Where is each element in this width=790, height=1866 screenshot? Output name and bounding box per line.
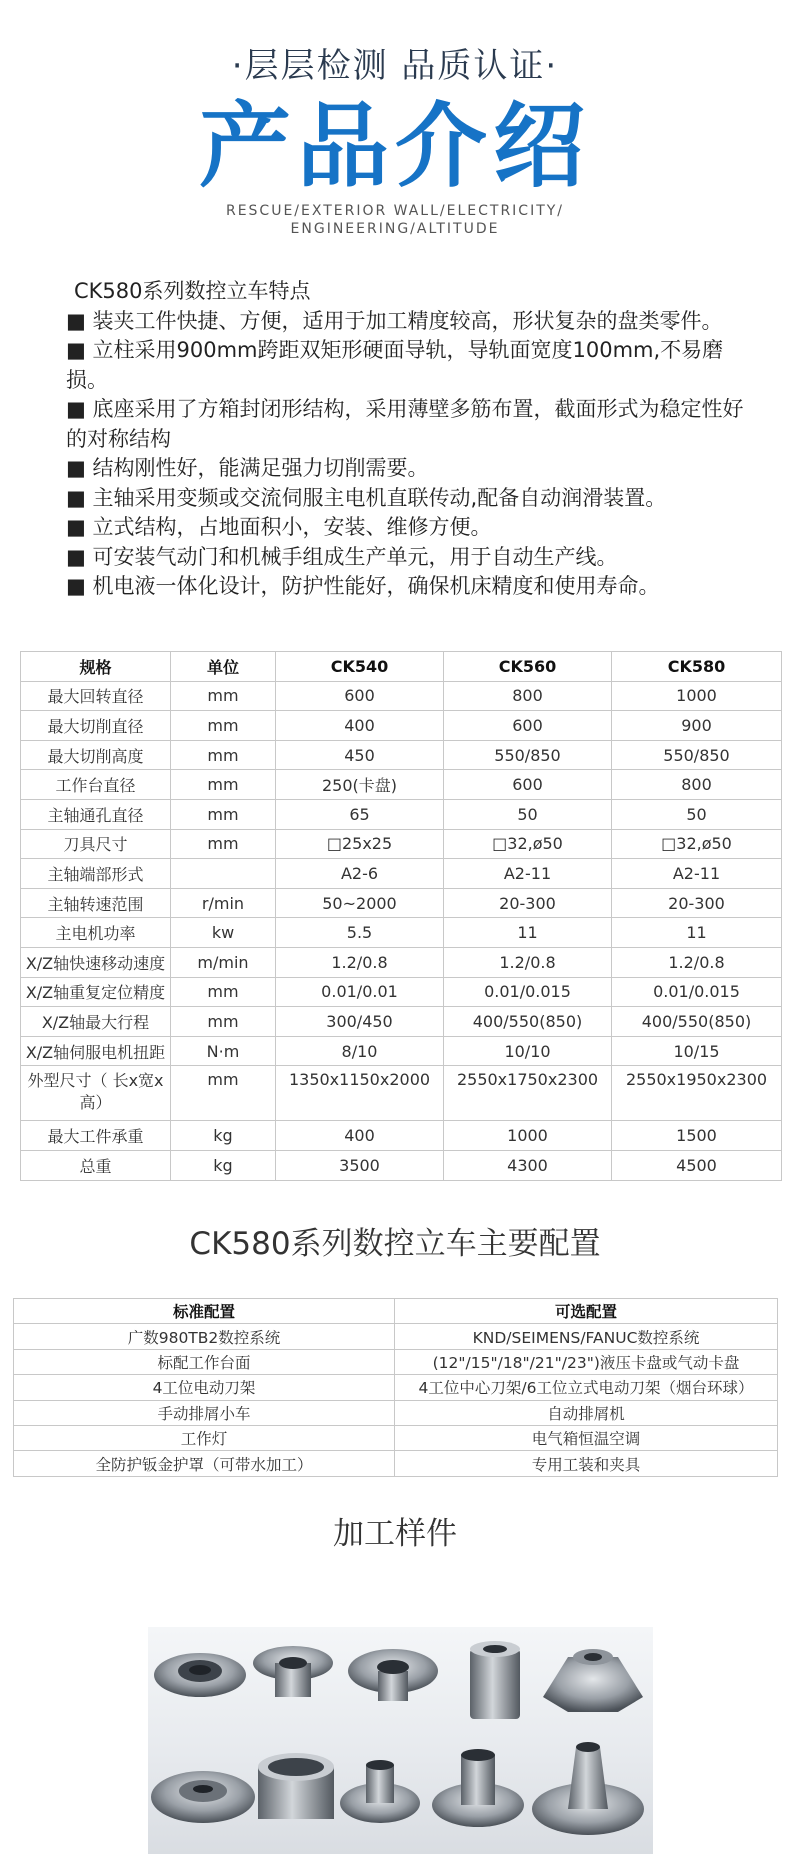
spec-cell: 50 [612,799,782,829]
spec-row-label: X/Z轴快速移动速度 [21,947,171,977]
config-standard-cell: 广数980TB2数控系统 [14,1324,395,1349]
spec-cell: 550/850 [444,740,612,770]
spec-cell: 4500 [612,1150,782,1180]
spec-row-label: 最大切削直径 [21,711,171,741]
spec-cell: 50 [444,799,612,829]
spec-cell: 400/550(850) [612,1007,782,1037]
feature-item: ■ 机电液一体化设计，防护性能好，确保机床精度和使用寿命。 [66,574,660,598]
spec-cell: A2-11 [444,859,612,889]
part-flange-2 [532,1742,644,1835]
spec-row [21,977,782,1007]
spec-cell: 10/15 [612,1036,782,1066]
spec-row-label: 工作台直径 [21,770,171,800]
spec-row [21,1007,782,1037]
config-optional-cell: 自动排屑机 [395,1400,778,1425]
spec-row [21,1121,782,1151]
spec-cell: 450 [276,740,444,770]
spec-cell: kg [171,1150,276,1180]
spec-row [21,918,782,948]
part-flange-1 [154,1653,246,1697]
feature-item: ■ 可安装气动门和机械手组成生产单元，用于自动生产线。 [66,544,618,569]
spec-row [21,1036,782,1066]
spec-cell: 800 [612,770,782,800]
config-row [14,1349,778,1374]
spec-cell: 800 [444,681,612,711]
spec-row-label: 总重 [21,1150,171,1180]
part-cylinder [470,1641,520,1719]
spec-cell: 1.2/0.8 [276,947,444,977]
spec-cell: 600 [444,770,612,800]
spec-header-cell: 规格 [21,652,171,682]
part-drum [258,1753,334,1819]
spec-cell: □32,ø50 [444,829,612,859]
spec-table [20,651,782,1181]
spec-cell: 2550x1750x2300 [444,1066,612,1121]
spec-cell: A2-11 [612,859,782,889]
spec-row-label: X/Z轴伺服电机扭距 [21,1036,171,1066]
spec-row-label: X/Z轴重复定位精度 [21,977,171,1007]
config-optional-cell: 专用工装和夹具 [395,1451,778,1476]
spec-cell: 300/450 [276,1007,444,1037]
feature-item: ■ 主轴采用变频或交流伺服主电机直联传动,配备自动润滑装置。 [66,485,667,510]
config-header-row [14,1299,778,1324]
spec-cell: 1500 [612,1121,782,1151]
spec-cell: 250(卡盘) [276,770,444,800]
tagline: ·层层检测 品质认证· [231,46,559,86]
spec-cell: mm [171,681,276,711]
samples-title: 加工样件 [333,1516,457,1552]
feature-item: ■ 立式结构，占地面积小，安装、维修方便。 [66,515,492,539]
spec-row-label: 刀具尺寸 [21,829,171,859]
spec-cell: 550/850 [612,740,782,770]
config-standard-cell: 标配工作台面 [14,1349,395,1374]
config-standard-cell: 全防护钣金护罩（可带水加工） [14,1451,395,1476]
spec-row [21,711,782,741]
spec-cell: 1000 [444,1121,612,1151]
spec-cell: 20-300 [444,888,612,918]
spec-cell: 1000 [612,681,782,711]
spec-row-label: 主轴端部形式 [21,859,171,889]
spec-cell: kw [171,918,276,948]
features-title: CK580系列数控立车特点 [74,279,311,303]
spec-cell: 600 [444,711,612,741]
part-bracket [543,1649,643,1712]
page-title: 产品介绍 [198,93,591,200]
sample-parts-illustration [148,1627,653,1854]
spec-cell: 11 [444,918,612,948]
config-row [14,1375,778,1400]
feature-item: ■ 结构刚性好，能满足强力切削需要。 [66,456,429,480]
spec-cell: 1.2/0.8 [444,947,612,977]
spec-cell: mm [171,711,276,741]
spec-cell: 600 [276,681,444,711]
spec-row [21,770,782,800]
spec-cell: 5.5 [276,918,444,948]
config-header-cell: 可选配置 [395,1299,778,1324]
spec-row [21,859,782,889]
part-brake-disc [151,1771,255,1823]
part-hub-2 [348,1649,438,1701]
spec-row [21,681,782,711]
spec-cell: 400/550(850) [444,1007,612,1037]
spec-cell: 65 [276,799,444,829]
spec-row-label: 最大切削高度 [21,740,171,770]
features-section [66,277,746,602]
feature-item: ■ 底座采用了方箱封闭形结构，采用薄壁多筋布置，截面形式为稳定性好的对称结构 [66,397,744,451]
config-optional-cell: KND/SEIMENS/FANUC数控系统 [395,1324,778,1349]
config-optional-cell: 电气箱恒温空调 [395,1425,778,1450]
spec-cell: mm [171,1066,276,1121]
spec-cell: 400 [276,711,444,741]
spec-row-label: 外型尺寸（ 长x宽x高） [21,1066,171,1121]
spec-cell: 4300 [444,1150,612,1180]
config-row [14,1451,778,1476]
spec-row [21,829,782,859]
config-optional-cell: (12"/15"/18"/21"/23")液压卡盘或气动卡盘 [395,1349,778,1374]
subtitle-line-1: RESCUE/EXTERIOR WALL/ELECTRICITY/ [225,203,565,219]
spec-cell: mm [171,770,276,800]
spec-cell [171,859,276,889]
spec-cell: mm [171,977,276,1007]
feature-item: ■ 立柱采用900mm跨距双矩形硬面导轨，导轨面宽度100mm,不易磨损。 [66,338,724,392]
part-hub-3 [340,1760,420,1823]
spec-header-cell: 单位 [171,652,276,682]
page-subtitle [0,202,790,238]
config-standard-cell: 手动排屑小车 [14,1400,395,1425]
spec-cell: 900 [612,711,782,741]
spec-row [21,1150,782,1180]
spec-header-cell: CK540 [276,652,444,682]
spec-row-label: X/Z轴最大行程 [21,1007,171,1037]
spec-cell: r/min [171,888,276,918]
spec-row [21,888,782,918]
spec-header-row [21,652,782,682]
spec-cell: mm [171,829,276,859]
spec-cell: 20-300 [612,888,782,918]
config-header-cell: 标准配置 [14,1299,395,1324]
spec-cell: mm [171,740,276,770]
feature-item: ■ 装夹工件快捷、方便，适用于加工精度较高，形状复杂的盘类零件。 [66,308,723,333]
config-standard-cell: 工作灯 [14,1425,395,1450]
spec-row [21,1066,782,1121]
spec-cell: mm [171,1007,276,1037]
spec-cell: kg [171,1121,276,1151]
spec-row-label: 最大工件承重 [21,1121,171,1151]
config-row [14,1425,778,1450]
spec-cell: 0.01/0.015 [612,977,782,1007]
spec-row [21,947,782,977]
spec-cell: A2-6 [276,859,444,889]
spec-cell: 0.01/0.01 [276,977,444,1007]
spec-cell: 50~2000 [276,888,444,918]
config-title: CK580系列数控立车主要配置 [189,1226,601,1262]
spec-row-label: 主轴转速范围 [21,888,171,918]
config-standard-cell: 4工位电动刀架 [14,1375,395,1400]
spec-cell: m/min [171,947,276,977]
sample-parts-image [148,1627,653,1854]
spec-cell: 0.01/0.015 [444,977,612,1007]
part-hub-4 [432,1749,524,1827]
spec-row-label: 主轴通孔直径 [21,799,171,829]
spec-cell: 10/10 [444,1036,612,1066]
subtitle-line-2: ENGINEERING/ALTITUDE [290,221,500,237]
spec-cell: □25x25 [276,829,444,859]
spec-cell: mm [171,799,276,829]
spec-cell: 400 [276,1121,444,1151]
spec-cell: 8/10 [276,1036,444,1066]
spec-row-label: 主电机功率 [21,918,171,948]
config-row [14,1324,778,1349]
spec-cell: 2550x1950x2300 [612,1066,782,1121]
config-optional-cell: 4工位中心刀架/6工位立式电动刀架（烟台环球） [395,1375,778,1400]
config-row [14,1400,778,1425]
spec-cell: 1350x1150x2000 [276,1066,444,1121]
spec-cell: 11 [612,918,782,948]
part-hub-1 [253,1646,333,1697]
spec-cell: 1.2/0.8 [612,947,782,977]
config-table [13,1298,778,1477]
spec-cell: 3500 [276,1150,444,1180]
spec-cell: □32,ø50 [612,829,782,859]
spec-row [21,740,782,770]
spec-header-cell: CK560 [444,652,612,682]
spec-header-cell: CK580 [612,652,782,682]
spec-row-label: 最大回转直径 [21,681,171,711]
spec-row [21,799,782,829]
spec-cell: N·m [171,1036,276,1066]
